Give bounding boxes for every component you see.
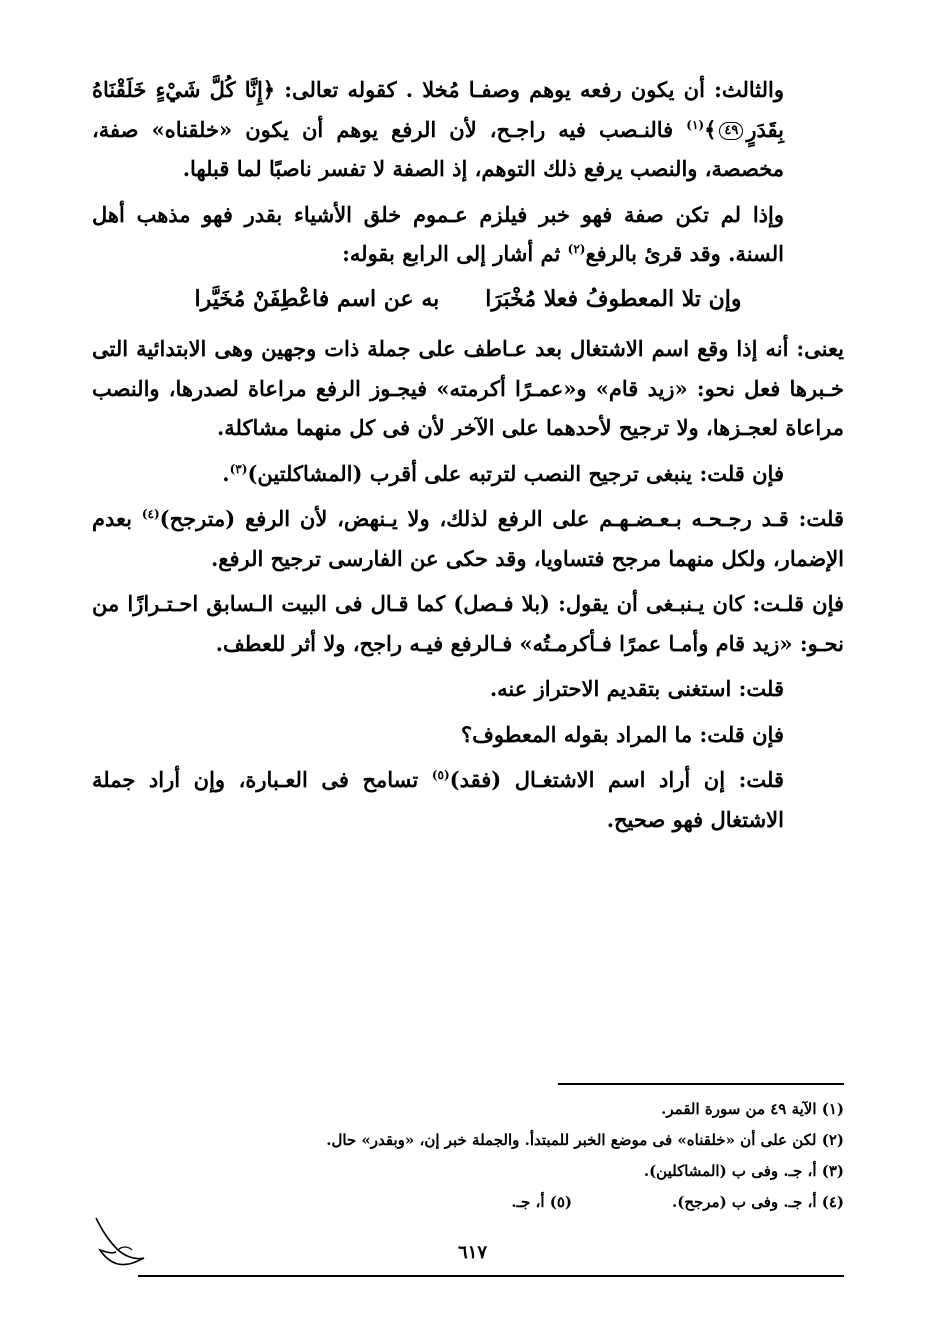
paragraph-answer-1: قلت: قـد رجـحـه بـعـضـهـم على الرفع لذلك، ولا يـنهض، لأن الرفع (مترجح)$^{(٤)}$ بعدم الإضمار، ولكل منهما مرجح فتساويا، وقد حكى عن الفارسى ترجيح الرفع. — [92, 506, 844, 571]
footnote-ref: (٢) — [567, 242, 586, 256]
verse-first-hemistich: وإن تلا المعطوفُ فعلا مُخْبَرَا — [485, 285, 742, 312]
footnote-1: (١) الآية ٤٩ من سورة القمر. — [661, 1100, 844, 1118]
paragraph-lead: والثالث: — [714, 77, 784, 102]
footnote-row-4 — [150, 1187, 844, 1218]
paragraph-lead: قلت: — [798, 506, 844, 531]
footnotes — [150, 1094, 844, 1218]
poetry-verse — [92, 280, 844, 320]
ayah-number-marker: ٤٩ — [719, 122, 743, 140]
paragraph-answer-3: قلت: إن أراد اسم الاشتغـال (فقد)$^{(٥)}$ تسامح فى العـبارة، وإن أراد جملة الاشتغال فهو صحيح. — [92, 767, 784, 832]
bottom-rule — [138, 1275, 844, 1277]
paragraph-third-case: والثالث: أن يكون رفعه يوهم وصفـا مُخلا . كقوله تعالى: ﴿إِنَّا كُلَّ شَيْءٍ خَلَقْنَاهُ بِقَدَرٍ٤٩﴾$^{(١)}$ فالنـصب فيه راجـح، لأن الرفع يوهم أن يكون «خلقناه» صفة، مخصصة، والنصب يرفع ذلك التوهم، إذ الصفة لا تفسر ناصبًا لما قبلها. — [92, 77, 784, 181]
footnote-3: (٣) أ، جـ. وفى ب (المشاكلين). — [643, 1162, 844, 1180]
paragraph-lead: فإن قلت: — [699, 460, 784, 486]
paragraph-question-3: فإن قلت: ما المراد بقوله المعطوف؟ — [460, 721, 784, 747]
paragraph-khabar: وإذا لم تكن صفة فهو خبر فيلزم عـموم خلق الأشياء بقدر فهو مذهب أهل السنة. وقد قرئ بالرفع$^{(٢)}$ ثم أشار إلى الرابع بقوله: — [92, 201, 784, 266]
footnote-2: (٢) لكن على أن «خلقناه» فى موضع الخبر للمبتدأ. والجملة خبر إن، «وبقدر» حال. — [326, 1131, 844, 1149]
paragraph-lead: قلت: — [738, 767, 784, 792]
paragraph-answer-2: قلت: استغنى بتقديم الاحتراز عنه. — [489, 676, 784, 701]
footnote-ref: (١) — [686, 117, 705, 132]
footnote-ref: (٥) — [431, 768, 450, 782]
paragraph-lead: فإن قلـت: — [752, 591, 845, 616]
quran-quote: ﴿إِنَّا كُلَّ شَيْءٍ خَلَقْنَاهُ بِقَدَرٍ — [92, 77, 784, 142]
paragraph-lead: يعنى: — [796, 336, 844, 361]
paragraph-question-1: فإن قلت: ينبغى ترجيح النصب لترتبه على أقرب (المشاكلتين)$^{(٣)}$. — [222, 460, 784, 486]
paragraph-lead: فإن قلت: — [699, 721, 784, 747]
paragraph-question-2: فإن قلـت: كان يـنبـغى أن يقول: (بلا فـصل) كما قـال فى البيت الـسابق احـتـرازًا من نحـو: «زيد قام وأمـا عمرًا فـأكرمـتُه» فـالرفع فيـه راجح، ولا أثر للعطف. — [92, 591, 845, 656]
footnote-ref: (٣) — [229, 461, 248, 476]
footnote-5: (٥) أ، جـ. — [511, 1193, 572, 1211]
paragraph-lead: قلت: — [738, 676, 784, 701]
main-text — [92, 70, 844, 839]
verse-second-hemistich: به عن اسم فاعْطِفَنْ مُخَيَّرا — [194, 285, 440, 312]
page-number: ٦١٧ — [457, 1242, 487, 1263]
footnote-4: (٤) أ، جـ. وفى ب (مرجح). — [672, 1193, 844, 1211]
footnote-ref: (٤) — [141, 507, 160, 521]
footnote-divider — [558, 1083, 844, 1085]
paragraph-explanation: يعنى: أنه إذا وقع اسم الاشتغال بعد عـاطف على جملة ذات وجهين وهى الابتدائية التى خـبرها فعل نحو: «زيد قام» و«عمـرًا أكرمته» فيجـوز الرفع مراعاة لصدرها، والنصب مراعاة لعجـزها، ولا ترجيح لأحدهما على الآخر لأن فى كل منهما مشاكلة. — [92, 336, 844, 440]
